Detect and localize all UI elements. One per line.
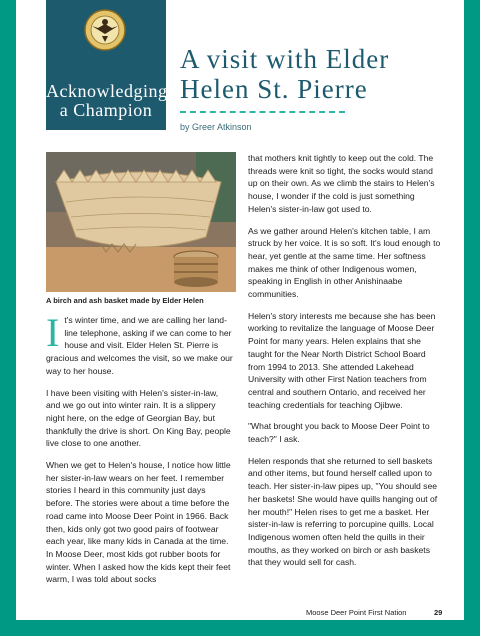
article-title [180,44,460,104]
paragraph: "What brought you back to Moose Deer Point to teach?" I ask. [248,421,430,445]
paragraph-text: t's winter time, and we are calling her land-line telephone, asking if we can come to her house and visit. Elder Helen St. Pierre is gracious and welcomes the visit, so we make our way to her house. [46,315,233,376]
paragraph: Helen responds that she returned to sell baskets and other items, but found herself called upon to teach. Her sister-in-law pipes up, "You should see her baskets! She would have quills hanging out of her mouth!" Helen rises to get me a basket. Her sister-in-law is referring to porcupine quills. Local Indigenous women often held the quills in their mouths, as they worked on birch or ash baskets that they would sell for cash. [248,455,438,568]
paragraph: that mothers knit tightly to keep out the cold. The threads were knit so tight, the socks would stand up on their own. As we climb the stairs to Helen's house, I wonder if the cold is just something Helen's sister-in-law got used to. [248,153,435,214]
paragraph [46,310,234,378]
right-column [248,152,443,578]
eagle-emblem-icon [84,8,126,52]
title-line-2: Helen St. Pierre [180,74,368,104]
footer-publication: Moose Deer Point First Nation [306,608,407,617]
paragraph: When we get to Helen's house, I notice how little her sister-in-law wears on her feet. I remember stories I heard in this community just days before. The stories were about a time before the road came into Moose Deer Point in 1966. Back then, kids only got two good pairs of footwear each year, like many kids in Canada at the time. In Moose Deer, most kids got rubber boots for winter. When I asked how the kids kept their feet warm, I was told about socks [46,460,231,585]
paragraph: I have been visiting with Helen's sister-in-law, and we go out into winter rain. It is a slippery night here, on the edge of Georgian Bay, but thankfully the drive is short. On King Bay, people live close to one another. [46,387,231,449]
byline: by Greer Atkinson [180,122,252,132]
paragraph: As we gather around Helen's kitchen table, I am struck by her voice. It is so soft. It's loud enough to hear, yet gentle at the same time. Her softness makes me think of other Indigenous women, speaking in English in other Anishinaabe communities. [248,225,441,300]
title-divider [180,111,345,113]
banner-heading [46,82,166,120]
photo-caption: A birch and ash basket made by Elder Helen [46,296,204,305]
banner-line-2: a Champion [59,100,153,120]
banner-line-1: Acknowledging [46,81,168,101]
page-number: 29 [434,608,443,617]
left-column [46,310,234,595]
title-line-1: A visit with Elder [180,44,390,74]
paragraph: Helen's story interests me because she has been working to revitalize the language of Moose Deer Point for many years. Helen explains that she taught for the Near North District School Board from 1994 to 2013. She attended Lakehead University with other First Nation teachers from central and southern Ontario, and received her teaching credentials for teaching Ojibwe. [248,310,436,410]
drop-cap: I [46,310,60,355]
basket-photo [46,152,236,292]
